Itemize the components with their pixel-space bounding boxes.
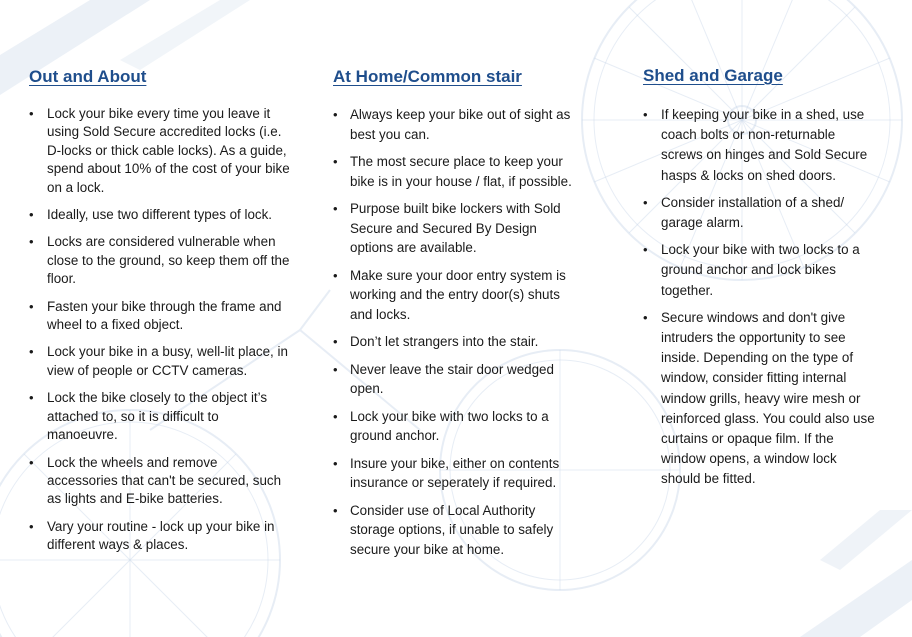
at-home-section	[333, 0, 579, 559]
list-item: • Lock your bike every time you leave it using Sold Secure accredited locks (i.e. D-locks or thick cable locks). As a guide, spend about 10% of the cost of your bike on a lock.	[29, 105, 291, 197]
list-item: • Don’t let strangers into the stair.	[333, 332, 579, 352]
shed-and-garage-section	[643, 0, 879, 490]
at-home-heading: At Home/Common stair	[333, 67, 522, 86]
list-item: • Lock your bike with two locks to a ground anchor and lock bikes together.	[643, 240, 879, 301]
at-home-list	[333, 105, 579, 559]
list-item: • Make sure your door entry system is working and the entry door(s) shuts and locks.	[333, 266, 579, 325]
out-and-about-section	[29, 0, 291, 555]
list-item: • Fasten your bike through the frame and wheel to a fixed object.	[29, 298, 291, 335]
list-item: • Lock the wheels and remove accessories that can't be secured, such as lights and E-bike batteries.	[29, 454, 291, 509]
shed-and-garage-heading: Shed and Garage	[643, 66, 783, 85]
shed-and-garage-list	[643, 105, 879, 490]
list-item: • Consider installation of a shed/ garage alarm.	[643, 193, 879, 233]
list-item: • Always keep your bike out of sight as best you can.	[333, 105, 579, 144]
list-item: • Consider use of Local Authority storage options, if unable to safely secure your bike at home.	[333, 501, 579, 560]
out-and-about-list	[29, 105, 291, 555]
list-item: • Insure your bike, either on contents insurance or seperately if required.	[333, 454, 579, 493]
list-item: • Secure windows and don't give intruders the opportunity to see inside. Depending on the type of window, consider fitting internal window grills, heavy wire mesh or reinforced glass. You could also use curtains or opaque film. If the window opens, a window lock should be fitted.	[643, 308, 879, 490]
list-item: • Purpose built bike lockers with Sold Secure and Secured By Design options are available.	[333, 199, 579, 258]
list-item: • Locks are considered vulnerable when close to the ground, so keep them off the floor.	[29, 233, 291, 288]
diagonal-band-bottom-right	[800, 560, 912, 637]
list-item: • Vary your routine - lock up your bike in different ways & places.	[29, 518, 291, 555]
list-item: • The most secure place to keep your bike is in your house / flat, if possible.	[333, 152, 579, 191]
list-item: • Lock your bike in a busy, well-lit place, in view of people or CCTV cameras.	[29, 343, 291, 380]
diagonal-band-bottom-right-2	[820, 510, 912, 570]
list-item: • If keeping your bike in a shed, use coach bolts or non-returnable screws on hinges and Sold Secure hasps & locks on shed doors.	[643, 105, 879, 186]
out-and-about-heading: Out and About	[29, 67, 147, 86]
list-item: • Lock your bike with two locks to a ground anchor.	[333, 407, 579, 446]
list-item: • Lock the bike closely to the object it’s attached to, so it is difficult to manoeuvre.	[29, 389, 291, 444]
list-item: • Never leave the stair door wedged open.	[333, 360, 579, 399]
list-item: • Ideally, use two different types of lock.	[29, 206, 291, 224]
